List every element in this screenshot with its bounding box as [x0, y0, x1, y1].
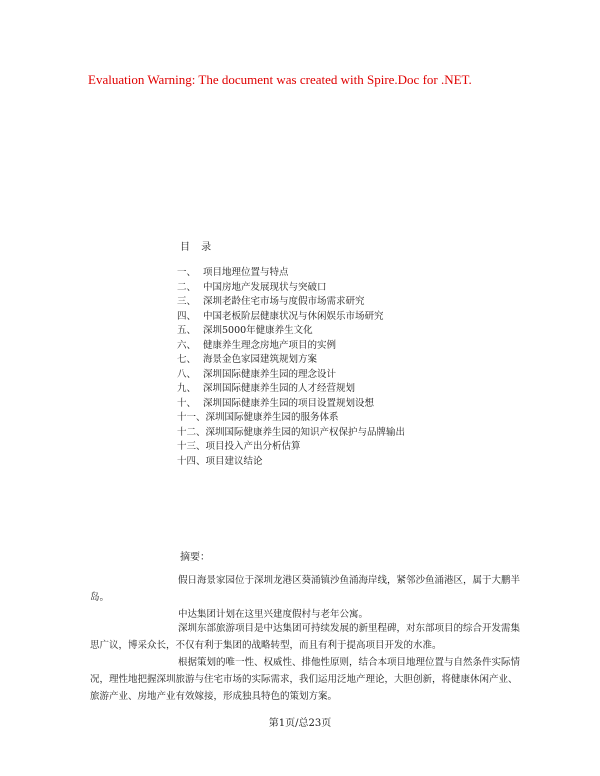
toc-item-number: 十、 — [177, 397, 197, 409]
toc-item — [177, 368, 405, 383]
toc-item-label: 深圳国际健康养生园的服务体系 — [205, 412, 339, 423]
toc-item-label: 项目地理位置与特点 — [203, 267, 289, 278]
toc-item-label: 中国房地产发展现状与突破口 — [203, 281, 327, 293]
abstract-paragraph: 根据策划的唯一性、权威性、排他性原则，结合本项目地理位置与自然条件实际情况，理性地把握深圳旅游与住宅市场的实际需求，我们运用泛地产理论，大胆创新，将健康休闲产业、旅游产业、房地产业有效嫁接，形成独具特色的策划方案。 — [90, 657, 521, 702]
table-of-contents — [177, 266, 405, 469]
toc-item-number: 九、 — [177, 383, 197, 394]
toc-item-label: 深圳5000年健康养生文化 — [203, 325, 313, 336]
toc-item-number: 二、 — [177, 281, 197, 293]
toc-item-label: 项目建议结论 — [205, 455, 263, 467]
toc-item — [177, 426, 405, 441]
toc-item — [177, 353, 405, 368]
toc-item — [177, 266, 405, 281]
toc-item — [177, 440, 405, 455]
toc-item — [177, 310, 405, 325]
toc-item-label: 深圳国际健康养生园的人才经营规划 — [203, 383, 356, 394]
toc-item-number: 五、 — [177, 325, 197, 336]
toc-item-label: 深圳老龄住宅市场与度假市场需求研究 — [203, 296, 365, 307]
toc-title: 目 录 — [180, 242, 216, 253]
toc-item — [177, 295, 405, 310]
toc-item-number: 十四、 — [177, 455, 206, 467]
toc-item — [177, 339, 405, 354]
page-footer: 第1页/总23页 — [268, 718, 332, 729]
toc-item-number: 一、 — [177, 267, 197, 278]
toc-item-number: 七、 — [177, 354, 197, 365]
abstract-paragraph: 假日海景家园位于深圳龙港区葵涌镇沙鱼涌海岸线，紧邻沙鱼涌港区，属于大鹏半岛。 — [90, 575, 521, 603]
abstract-paragraph: 深圳东部旅游项目是中达集团可持续发展的新里程碑，对东部项目的综合开发需集思广议，博采众长，不仅有利于集团的战略转型，而且有利于提高项目开发的水准。 — [90, 623, 521, 651]
toc-item-number: 十一、 — [177, 412, 206, 423]
toc-item-number: 十三、 — [177, 441, 206, 452]
toc-item-number: 四、 — [177, 310, 197, 322]
toc-item — [177, 411, 405, 426]
toc-item — [177, 397, 405, 412]
toc-item — [177, 324, 405, 339]
toc-item-number: 六、 — [177, 339, 197, 351]
toc-item-label: 健康养生理念房地产项目的实例 — [203, 339, 337, 351]
toc-item-number: 十二、 — [177, 426, 206, 438]
toc-item-label: 海景金色家园建筑规划方案 — [203, 354, 318, 365]
toc-item-number: 八、 — [177, 368, 197, 380]
toc-item-label: 深圳国际健康养生园的理念设计 — [203, 368, 337, 380]
toc-item — [177, 382, 405, 397]
abstract-paragraph: 中达集团计划在这里兴建度假村与老年公寓。 — [178, 609, 369, 620]
toc-item — [177, 281, 405, 296]
toc-item-label: 深圳国际健康养生园的项目设置规划设想 — [203, 397, 375, 409]
abstract-label: 摘要： — [180, 552, 210, 563]
toc-item — [177, 455, 405, 470]
toc-item-label: 深圳国际健康养生园的知识产权保护与品牌输出 — [205, 426, 406, 438]
toc-item-number: 三、 — [177, 296, 197, 307]
evaluation-warning: Evaluation Warning: The document was created with Spire.Doc for .NET. — [88, 72, 472, 87]
toc-item-label: 中国老板阶层健康状况与休闲娱乐市场研究 — [203, 310, 384, 322]
toc-item-label: 项目投入产出分析估算 — [205, 441, 301, 452]
